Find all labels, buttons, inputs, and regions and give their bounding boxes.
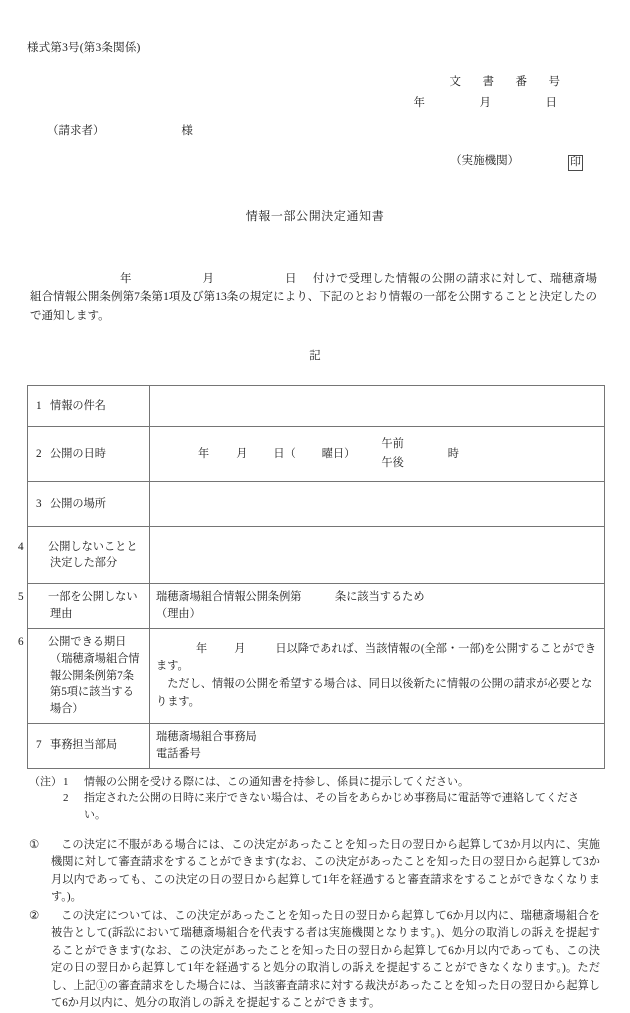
table-row [28, 386, 605, 427]
table-row [28, 527, 605, 584]
row-label-withheld-part [18, 527, 150, 584]
appeal-marker-1: ① [29, 839, 40, 852]
datetime-blank-group [156, 432, 598, 476]
reason-clause-line: 瑞穂斎場組合情報公開条例第 条に該当するため [156, 591, 425, 604]
addressee-label: （請求者） [47, 125, 105, 138]
row-label-text: 情報の件名 [50, 399, 106, 412]
addressee-row [27, 123, 603, 141]
available-date-line1 [156, 641, 598, 676]
row-number: 3 [36, 497, 42, 510]
weekday-blank: 曜日） [321, 447, 356, 460]
table-row [28, 427, 605, 482]
form-number: 様式第3号(第3条関係) [27, 42, 141, 54]
note-number: 1 [63, 775, 69, 788]
contact-phone-label: 電話番号 [156, 747, 201, 760]
note-text: 情報の公開を受ける際には、この通知書を持参し、係員に提示してください。 [84, 775, 469, 788]
row-label-text: 公開できる期日（瑞穂斎場組合情報公開条例第7条第5項に該当する場合） [48, 635, 140, 716]
hour-blank: 時 [447, 447, 459, 460]
appeal-text-1: この決定に不服がある場合には、この決定があったことを知った日の翌日から起算して3か月以内に、実施機関に対して審査請求をすることができます(なお、この決定があったことを知った日の翌日から起算して3か月以内であっても、この決定の日の翌日から起算して1年を経過すると審査請求をすることができなくなります。)。 [51, 839, 600, 904]
seal-icon: 印 [568, 155, 583, 171]
row-label-reason [18, 584, 150, 629]
document-date-label: 年 月 日 [413, 96, 562, 109]
row-label-place [28, 482, 150, 527]
table-row [28, 482, 605, 527]
row-number: 6 [18, 635, 24, 648]
appeal-instructions [27, 837, 603, 1013]
row-value-reason[interactable] [150, 584, 605, 629]
row-label-datetime [28, 427, 150, 482]
row-label-text: 公開しないことと決定した部分 [48, 540, 138, 570]
month-blank: 月 [234, 642, 246, 655]
note-text: 指定された公開の日時に来庁できない場合は、その旨をあらかじめ事務局に電話等で連絡してください。 [84, 792, 579, 821]
note-item [29, 790, 599, 823]
row-label-contact [28, 723, 150, 768]
decision-details-table [18, 385, 605, 768]
note-number: 2 [63, 792, 69, 805]
addressee-honorific: 様 [181, 125, 193, 138]
pm-option[interactable]: 午後 [381, 457, 404, 470]
page-title: 情報一部公開決定通知書 [245, 209, 385, 224]
year-blank: 年 [196, 642, 209, 655]
appeal-paragraph [29, 837, 600, 907]
row-number: 1 [36, 399, 42, 412]
row-number: 5 [18, 591, 24, 604]
row-label-text: 公開の日時 [50, 447, 106, 460]
intro-body: 付けで受理した情報の公開の請求に対して、瑞穂斎場組合情報公開条例第7条第1項及び第13条の規定により、下記のとおり情報の一部を公開することと決定したので通知します。 [30, 272, 597, 322]
ki-marker: 記 [309, 349, 321, 362]
row-value-place[interactable] [150, 482, 605, 527]
am-pm-choice[interactable] [381, 435, 403, 474]
row-label-text: 一部を公開しない理由 [48, 591, 138, 621]
issuing-agency-label: （実施機関） [450, 155, 520, 168]
table-row [28, 628, 605, 723]
am-option[interactable]: 午前 [381, 437, 404, 450]
notes-heading: （注） [29, 775, 62, 788]
row-label-text: 事務担当部局 [50, 739, 118, 752]
intro-date-blank: 年 月 日 [120, 272, 313, 285]
notes-section [27, 774, 603, 824]
row-number: 4 [18, 540, 24, 553]
note-item [29, 774, 599, 791]
document-number-block [27, 74, 603, 113]
row-value-contact[interactable] [150, 723, 605, 768]
year-blank: 年 [198, 447, 211, 460]
document-number-label: 文 書 番 号 [449, 75, 565, 88]
row-label-subject [28, 386, 150, 427]
appeal-paragraph [29, 908, 600, 1013]
intro-paragraph [27, 270, 603, 326]
month-blank: 月 [236, 447, 248, 460]
table-row [28, 584, 605, 629]
row-label-text: 公開の場所 [50, 497, 106, 510]
available-date-line2: ただし、情報の公開を希望する場合は、同日以後新たに情報の公開の請求が必要となります。 [156, 677, 593, 708]
row-value-datetime[interactable] [150, 427, 605, 482]
row-value-withheld-part[interactable] [150, 527, 605, 584]
contact-office-name: 瑞穂斎場組合事務局 [156, 730, 257, 743]
table-row [28, 723, 605, 768]
row-number: 2 [36, 447, 42, 460]
appeal-text-2: この決定については、この決定があったことを知った日の翌日から起算して6か月以内に、瑞穂斎場組合を被告として(訴訟において瑞穂斎場組合を代表する者は実施機関となります。)、処分の取消しの訴えを提起することができます(なお、この決定があったことを知った日の翌日から起算して6か月以内であっても、この決定の日の翌日から起算して1年を経過すると処分の取消しの訴えを提起することができなくなります。)。ただし、上記①の審査請求をした場合には、当該審査請求に対する裁決があったことを知った日の翌日から起算して6か月以内に、処分の取消しの訴えを提起することができます。 [51, 909, 600, 1010]
issuing-agency-row [27, 153, 603, 171]
row-label-available-date [18, 628, 150, 723]
day-blank: 日（ [273, 447, 296, 460]
available-date-body [156, 641, 598, 712]
reason-detail-label: （理由） [156, 608, 201, 621]
appeal-marker-2: ② [29, 909, 40, 922]
row-number: 7 [36, 739, 42, 752]
row-value-subject[interactable] [150, 386, 605, 427]
available-date-rest: 日以降であれば、当該情報の(全部・一部)を公開することができます。 [156, 642, 597, 673]
row-value-available-date[interactable] [150, 628, 605, 723]
